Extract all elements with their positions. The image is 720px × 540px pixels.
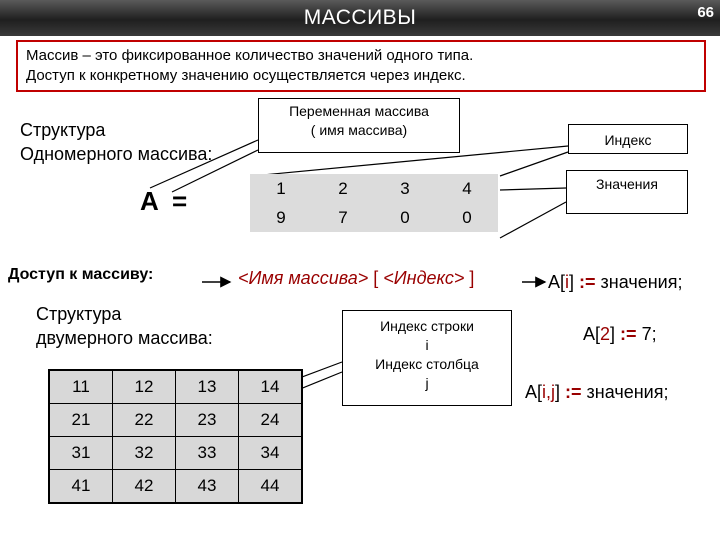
value-cell: 0 — [400, 207, 410, 227]
two-dim-array-table — [48, 369, 303, 504]
matrix-cell: 12 — [113, 370, 176, 404]
formula-a-ij-assign: := — [565, 382, 582, 402]
formula-a-ij-rest: значения; — [581, 382, 669, 402]
matrix-cell: 14 — [239, 370, 303, 404]
syntax-array-name: <Имя массива> — [238, 268, 369, 288]
matrix-cell: 33 — [176, 437, 239, 470]
formula-a-ij-index: i,j — [542, 382, 556, 402]
syntax-close-bracket: ] — [469, 268, 475, 288]
formula-a-ij — [525, 382, 669, 403]
matrix-cell: 23 — [176, 404, 239, 437]
row-index-label: Индекс строки — [380, 318, 474, 334]
index-cell: 4 — [462, 178, 472, 198]
matrix-cell: 41 — [49, 470, 113, 504]
formula-a-i-assign: := — [579, 272, 596, 292]
formula-a-2-rest: 7; — [636, 324, 657, 344]
formula-a-ij-close: ] — [555, 382, 566, 402]
one-dim-label-line-2: Одномерного массива: — [20, 144, 213, 164]
value-cell: 0 — [462, 207, 472, 227]
formula-a-ij-prefix: A[ — [525, 382, 543, 402]
array-variable-callout-line-1: Переменная массива — [289, 103, 429, 119]
matrix-cell: 42 — [113, 470, 176, 504]
matrix-cell: 22 — [113, 404, 176, 437]
matrix-cell: 21 — [49, 404, 113, 437]
array-name: А = — [140, 186, 191, 216]
formula-a-2-assign: := — [620, 324, 637, 344]
matrix-cell: 24 — [239, 404, 303, 437]
access-syntax — [238, 268, 474, 289]
definition-line-1: Массив – это фиксированное количество значений одного типа. — [26, 47, 474, 64]
matrix-cell: 34 — [239, 437, 303, 470]
index-cell: 1 — [276, 178, 286, 198]
value-row — [250, 203, 498, 232]
table-row — [49, 437, 302, 470]
syntax-index: <Индекс> — [383, 268, 465, 288]
matrix-cell: 11 — [49, 370, 113, 404]
one-dim-label — [20, 118, 212, 166]
row-column-index-callout — [342, 310, 512, 406]
column-index-var: j — [425, 375, 429, 391]
value-cell: 7 — [338, 207, 348, 227]
index-cell: 2 — [338, 178, 348, 198]
column-index-label: Индекс столбца — [375, 356, 479, 372]
formula-a-2-index: 2 — [600, 324, 611, 344]
slide-title: МАССИВЫ — [303, 6, 417, 29]
matrix-cell: 43 — [176, 470, 239, 504]
table-row — [49, 470, 302, 504]
array-variable-callout-line-2: ( имя массива) — [310, 122, 408, 138]
syntax-open-bracket: [ — [373, 268, 379, 288]
value-cell: 9 — [276, 207, 286, 227]
values-callout: Значения — [566, 170, 688, 214]
formula-a-i — [548, 272, 683, 293]
definition-line-2: Доступ к конкретному значению осуществляется через индекс. — [26, 67, 466, 84]
formula-a-2-prefix: A[ — [583, 324, 601, 344]
two-dim-label — [36, 302, 213, 350]
row-index-var: i — [425, 337, 429, 353]
index-callout: Индекс — [568, 124, 688, 154]
formula-a-i-close: ] — [569, 272, 580, 292]
table-row — [49, 404, 302, 437]
formula-a-i-index: i — [565, 272, 570, 292]
formula-a-2-close: ] — [610, 324, 621, 344]
two-dim-label-line-2: двумерного массива: — [36, 328, 213, 348]
formula-a-2 — [583, 324, 657, 345]
array-variable-callout — [258, 98, 460, 153]
page-number: 66 — [697, 4, 714, 21]
matrix-cell: 44 — [239, 470, 303, 504]
one-dim-label-line-1: Структура — [20, 120, 106, 140]
two-dim-label-line-1: Структура — [36, 304, 122, 324]
matrix-cell: 13 — [176, 370, 239, 404]
matrix-cell: 31 — [49, 437, 113, 470]
table-row — [49, 370, 302, 404]
index-row — [250, 174, 498, 203]
access-label: Доступ к массиву: — [8, 266, 154, 283]
formula-a-i-rest: значения; — [595, 272, 683, 292]
one-dim-array-table — [250, 174, 498, 232]
index-cell: 3 — [400, 178, 410, 198]
formula-a-i-prefix: A[ — [548, 272, 566, 292]
matrix-cell: 32 — [113, 437, 176, 470]
